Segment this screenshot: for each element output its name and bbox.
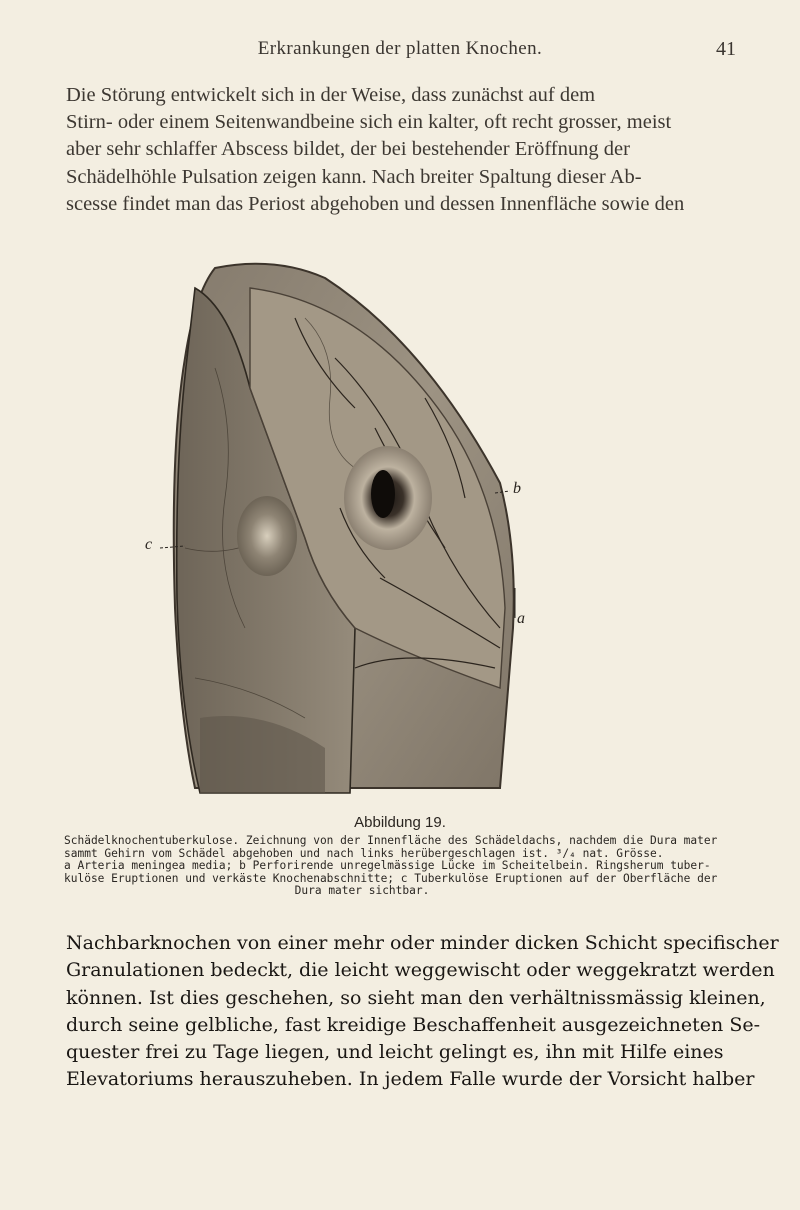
perforation-hole: [371, 470, 395, 518]
text-line: Granulationen bedeckt, die leicht weggewischt oder weggekratzt werden: [66, 959, 775, 982]
caption-line: a Arteria meningea media; b Perforirende unregelmässige Lücke im Scheitelbein. Ringsherum tuber-: [64, 859, 711, 873]
text-line: Stirn- oder einem Seitenwandbeine sich ein kalter, oft recht grosser, meist: [66, 111, 672, 134]
page-header: [40, 38, 760, 66]
text-line: scesse findet man das Periost abgehoben und dessen Innenfläche sowie den: [66, 192, 685, 215]
text-line: Schädelhöhle Pulsation zeigen kann. Nach breiter Spaltung dieser Ab-: [66, 165, 642, 188]
figure-label-c: c: [145, 536, 153, 553]
caption-line: kulöse Eruptionen und verkäste Knochenabschnitte; c Tuberkulöse Eruptionen auf der Oberfläche der: [64, 871, 718, 885]
bottom-paragraph: [66, 930, 779, 1094]
figure-label-a: a: [517, 610, 525, 627]
figure-caption: [64, 834, 718, 898]
caption-line: sammt Gehirn vom Schädel abgehoben und nach links herübergeschlagen ist. ³/₄ nat. Grösse.: [64, 846, 664, 860]
top-paragraph: [66, 82, 685, 218]
page-number: 41: [716, 38, 736, 60]
running-head: Erkrankungen der platten Knochen.: [257, 38, 543, 59]
eruption-c: [237, 496, 297, 576]
figure-label-b: b: [513, 480, 521, 497]
text-line: durch seine gelbliche, fast kreidige Beschaffenheit ausgezeichneten Se-: [66, 1013, 761, 1036]
text-line: Elevatoriums herauszuheben. In jedem Falle wurde der Vorsicht halber: [66, 1068, 755, 1091]
skull-illustration: [145, 248, 555, 800]
text-line: Die Störung entwickelt sich in der Weise, dass zunächst auf dem: [66, 84, 596, 106]
caption-line: Schädelknochentuberkulose. Zeichnung von der Innenfläche des Schädeldachs, nachdem die Dura mater: [64, 834, 718, 847]
text-line: aber sehr schlaffer Abscess bildet, der bei bestehender Eröffnung der: [66, 138, 630, 161]
text-line: quester frei zu Tage liegen, und leicht gelingt es, ihn mit Hilfe eines: [66, 1041, 724, 1064]
figure-title: Abbildung 19.: [354, 814, 446, 831]
caption-line: Dura mater sichtbar.: [294, 884, 430, 898]
text-line: Nachbarknochen von einer mehr oder minder dicken Schicht specifischer: [66, 932, 779, 954]
text-line: können. Ist dies geschehen, so sieht man den verhältnissmässig kleinen,: [66, 986, 766, 1009]
skull-drawing: [155, 248, 555, 800]
